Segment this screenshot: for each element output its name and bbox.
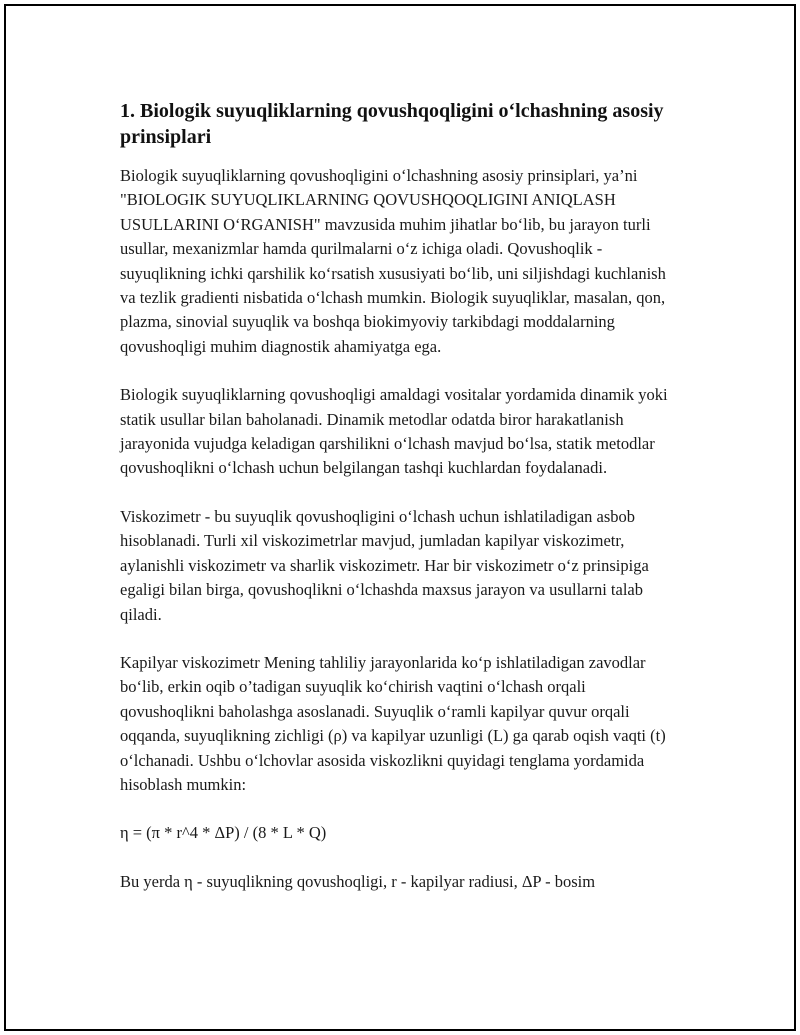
- document-body: [120, 98, 680, 918]
- paragraph-2: Biologik suyuqliklarning qovushoqligi amaldagi vositalar yordamida dinamik yoki statik usullar bilan baholanadi. Dinamik metodlar odatda biror harakatlanish jarayonida vujudga keladigan qarshilikni o‘lchash mavjud bo‘lsa, statik metodlar qovushoqlikni o‘lchash uchun belgilangan tashqi kuchlardan foydalanadi.: [120, 385, 668, 478]
- viscosity-formula: η = (π * r^4 * ΔP) / (8 * L * Q): [120, 823, 327, 843]
- closing-line: Bu yerda η - suyuqlikning qovushoqligi, r - kapilyar radiusi, ΔP - bosim: [120, 871, 596, 891]
- section-heading: 1. Biologik suyuqliklarning qovushqoqligini o‘lchashning asosiy prinsiplari: [120, 100, 664, 148]
- page-frame: [4, 4, 796, 1031]
- paragraph-4: Kapilyar viskozimetr Mening tahliliy jarayonlarida ko‘p ishlatiladigan zavodlar bo‘lib, erkin oqib o’tadigan suyuqlik ko‘chirish vaqtini o‘lchash orqali qovushoqlikni baholashga asoslanadi. Suyuqlik o‘ramli kapilyar quvur orqali oqqanda, suyuqlikning zichligi (ρ) va kapilyar uzunligi (L) ga qarab oqish vaqti (t) o‘lchanadi. Ushbu o‘lchovlar asosida viskozlikni quyidagi tenglama yordamida hisoblash mumkin:: [120, 652, 666, 794]
- paragraph-3: Viskozimetr - bu suyuqlik qovushoqligini o‘lchash uchun ishlatiladigan asbob hisoblanadi. Turli xil viskozimetrlar mavjud, jumladan kapilyar viskozimetr, aylanishli viskozimetr va sharlik viskozimetr. Har bir viskozimetr o‘z prinsipiga egaligi bilan birga, qovushoqlikni o‘lchashda maxsus jarayon va usullarni talab qiladi.: [120, 506, 649, 624]
- paragraph-1: Biologik suyuqliklarning qovushoqligini o‘lchashning asosiy prinsiplari, ya’ni "BIOLOGIK SUYUQLIKLARNING QOVUSHQOQLIGINI ANIQLASH USULLARINI O‘RGANISH" mavzusida muhim jihatlar bo‘lib, bu jarayon turli usullar, mexanizmlar hamda qurilmalarni o‘z ichiga oladi. Qovushoqlik - suyuqlikning ichki qarshilik ko‘rsatish xususiyati bo‘lib, uni siljishdagi kuchlanish va tezlik gradienti nisbatida o‘lchash mumkin. Biologik suyuqliklar, masalan, qon, plazma, sinovial suyuqlik va boshqa biokimyoviy tarkibdagi moddalarning qovushoqligi muhim diagnostik ahamiyatga ega.: [120, 166, 666, 356]
